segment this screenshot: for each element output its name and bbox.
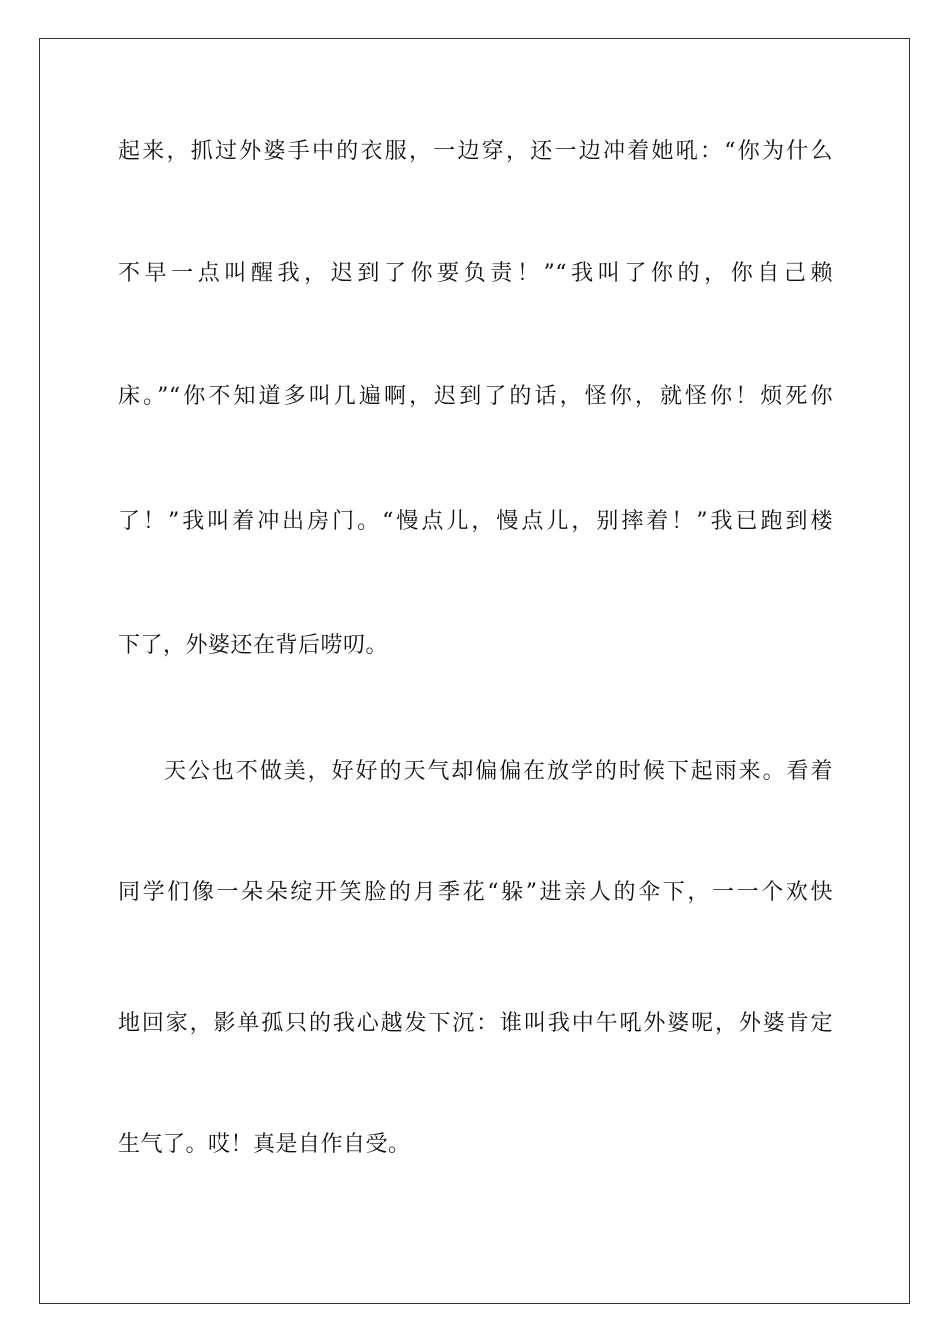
- paragraph-1-line-4: 了！”我叫着冲出房门。“慢点儿，慢点儿，别摔着！”我已跑到楼: [118, 509, 833, 534]
- paragraph-2-line-4: 生气了。哎！真是自作自受。: [118, 1132, 411, 1157]
- paragraph-1-line-2: 不早一点叫醒我，迟到了你要负责！”“我叫了你的，你自己赖: [118, 261, 833, 286]
- paragraph-2-line-2: 同学们像一朵朵绽开笑脸的月季花“躲”进亲人的伞下，一一个欢快: [118, 880, 833, 905]
- paragraph-1-line-5: 下了，外婆还在背后唠叨。: [118, 633, 389, 658]
- paragraph-1-line-3: 床。”“你不知道多叫几遍啊，迟到了的话，怪你，就怪你！烦死你: [118, 384, 833, 409]
- paragraph-2-line-1: 天公也不做美，好好的天气却偏偏在放学的时候下起雨来。看着: [164, 759, 833, 784]
- paragraph-1-line-1: 起来，抓过外婆手中的衣服，一边穿，还一边冲着她吼：“你为什么: [118, 139, 833, 164]
- page-border: [39, 38, 910, 1304]
- paragraph-2-line-3: 地回家，影单孤只的我心越发下沉：谁叫我中午吼外婆呢，外婆肯定: [118, 1011, 833, 1036]
